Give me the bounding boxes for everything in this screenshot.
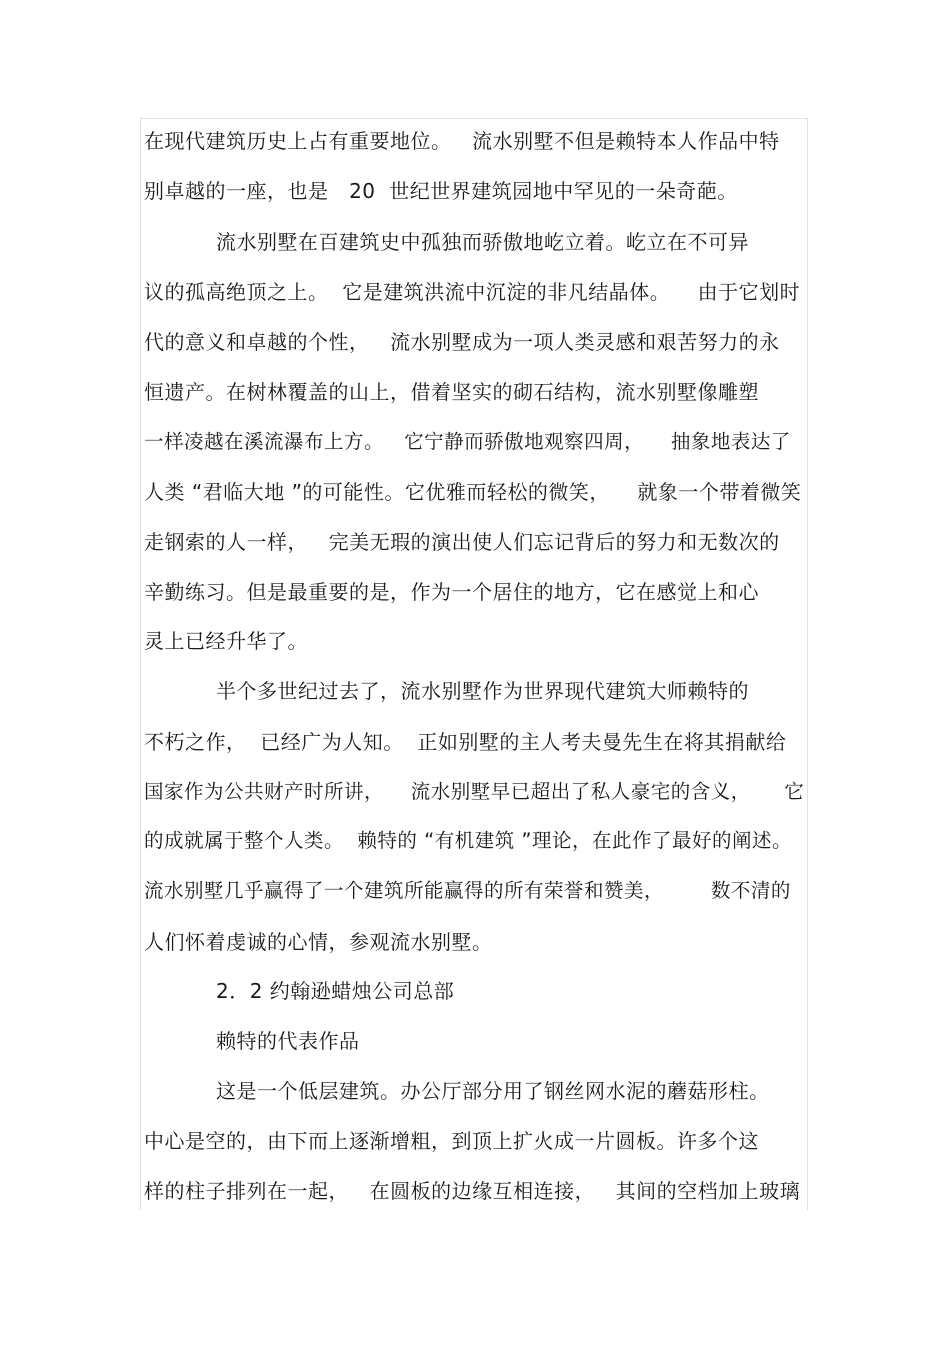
text-line: 辛勤练习。但是最重要的是，作为一个居住的地方，它在感觉上和心 <box>144 580 759 604</box>
text-line: 人们怀着虔诚的心情，参观流水别墅。 <box>144 930 493 954</box>
text-line: 恒遗产。在树林覆盖的山上，借着坚实的砌石结构，流水别墅像雕塑 <box>144 380 759 404</box>
text-line: 灵上已经升华了。 <box>144 629 308 653</box>
paragraph-start-line: 这是一个低层建筑。办公厅部分用了钢丝网水泥的蘑菇形柱。 <box>216 1079 770 1103</box>
text-line: 议的孤高绝顶之上。 它是建筑洪流中沉淀的非凡结晶体。 由于它划时 <box>144 280 801 304</box>
subheading: 赖特的代表作品 <box>216 1029 360 1053</box>
text-line: 别卓越的一座，也是 20 世纪世界建筑园地中罕见的一朵奇葩。 <box>144 179 738 203</box>
text-line: 代的意义和卓越的个性， 流水别墅成为一项人类灵感和艰苦努力的永 <box>144 330 780 354</box>
paragraph-start-line: 流水别墅在百建筑史中孤独而骄傲地屹立着。屹立在不可异 <box>216 230 749 254</box>
paragraph-start-line: 半个多世纪过去了，流水别墅作为世界现代建筑大师赖特的 <box>216 679 749 703</box>
text-line: 人类 “君临大地 ”的可能性。它优雅而轻松的微笑， 就象一个带着微笑 <box>144 480 802 504</box>
text-line: 一样凌越在溪流瀑布上方。 它宁静而骄傲地观察四周， 抽象地表达了 <box>144 430 791 453</box>
text-line: 不朽之作， 已经广为人知。 正如别墅的主人考夫曼先生在将其捐献给 <box>144 730 787 754</box>
text-line: 流水别墅几乎赢得了一个建筑所能赢得的所有荣誉和赞美， 数不清的 <box>144 879 791 902</box>
section-heading: 2．2 约翰逊蜡烛公司总部 <box>216 979 455 1003</box>
text-line: 的成就属于整个人类。 赖特的 “有机建筑 ”理论，在此作了最好的阐述。 <box>144 829 792 852</box>
text-line: 国家作为公共财产时所讲， 流水别墅早已超出了私人豪宅的含义， 它 <box>144 780 805 803</box>
text-line: 样的柱子排列在一起， 在圆板的边缘互相连接， 其间的空档加上玻璃 <box>144 1179 801 1203</box>
text-line: 走钢索的人一样， 完美无瑕的演出使人们忘记背后的努力和无数次的 <box>144 530 780 554</box>
text-line: 中心是空的，由下而上逐渐增粗，到顶上扩火成一片圆板。许多个这 <box>144 1129 759 1153</box>
text-line: 在现代建筑历史上占有重要地位。 流水别墅不但是赖特本人作品中特 <box>144 129 780 153</box>
